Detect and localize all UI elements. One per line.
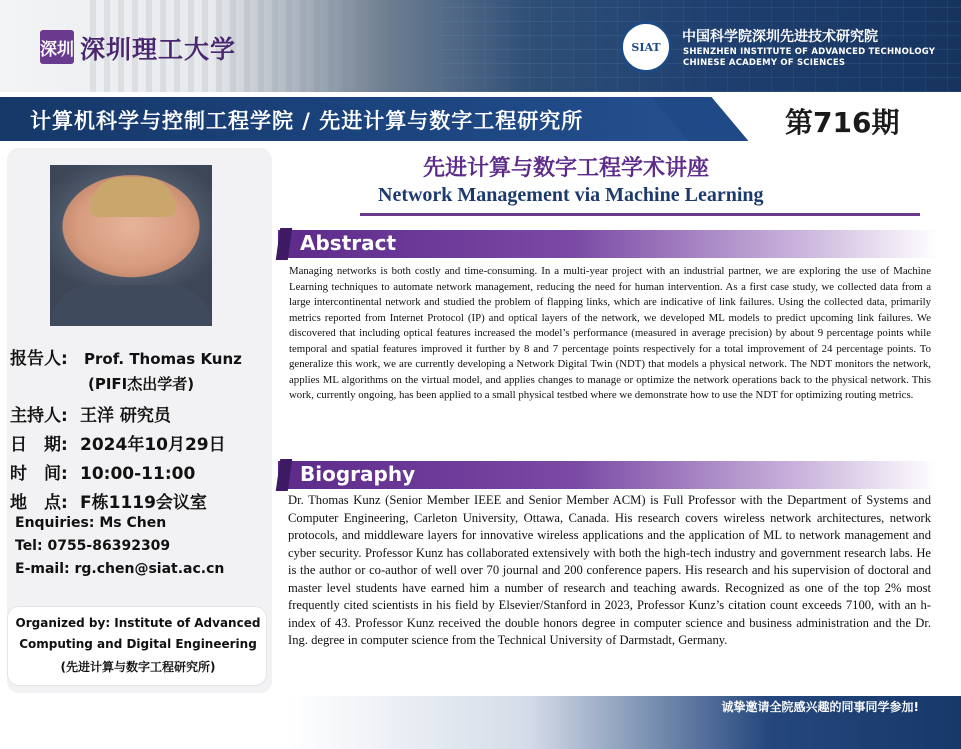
abstract-header [278,230,938,258]
organizer-line-2: Computing and Digital Engineering [19,637,257,651]
circuit-background [441,0,961,92]
telephone: Tel: 0755-86392309 [15,538,171,554]
university-logo-icon: 深圳 [40,30,74,64]
abstract-text: Managing networks is both costly and time-consuming. In a multi-year project with an industrial partner, we are exploring the use of Machine Learning techniques to automate network management, reducing the need for human intervention. As a first case study, we collected data from a large intercontinental network and studied the problem of flapping links, which are indicative of link failures. Using the collected data, primarily metrics reported from Internet Protocol (IP) and optical layers of the network, we developed ML models to predict upcoming link failures. We discovered that including optical features increased the model’s performance (measured in average precision) by about 9 percentage points while temporal and spatial features improved it further by 8 and 7 percentage points respectively for a total improvement of 24 percentage points. To generalize this work, we are currently developing a Network Digital Twin (NDT) that models a physical network. The NDT monitors the network, applies ML algorithms on the virtual model, and applies changes to manage or optimize the network operations back to the physical network. This work, currently ongoing, has been applied to a small physical testbed where we demonstrate how to use the NDT for optimizing routing metrics. [289,265,931,401]
issue-number: 第716期 [785,106,900,139]
time-row [10,459,195,484]
time-label: 时 间: [10,464,68,484]
talk-title: Network Management via Machine Learning [378,184,764,206]
siat-name-en-line1: SHENZHEN INSTITUTE OF ADVANCED TECHNOLOGY [683,47,936,57]
email: E-mail: rg.chen@siat.ac.cn [15,561,225,577]
location-label: 地 点: [10,493,68,513]
speaker-hair [90,177,176,217]
university-name: 深圳理工大学 [80,35,237,64]
speaker-shirt [50,285,212,326]
organizer-line-1: Organized by: Institute of Advanced [15,616,261,630]
host-row [10,401,171,426]
speaker-name: Prof. Thomas Kunz [84,350,242,368]
siat-logo-icon: SIAT [620,21,672,73]
organizer-box [7,606,267,686]
time-value: 10:00-11:00 [80,464,196,484]
enquiries: Enquiries: Ms Chen [15,515,167,531]
host-value: 王洋 研究员 [80,406,171,426]
organizer-line-3: (先进计算与数字工程研究所) [60,660,216,674]
speaker-photo [50,165,212,326]
title-divider [360,213,920,216]
date-label: 日 期: [10,435,68,455]
location-value: F栋1119会议室 [80,493,207,513]
speaker-title: (PIFI杰出学者) [88,375,195,393]
abstract-heading: Abstract [300,231,397,255]
abstract-header-tab [276,228,292,260]
location-row [10,488,207,513]
school-band-edge [652,97,749,141]
siat-name-cn: 中国科学院深圳先进技术研究院 [682,29,878,45]
biography-heading: Biography [300,462,416,486]
footer-invitation: 诚挚邀请全院感兴趣的同事同学参加! [721,700,919,714]
lecture-series-title: 先进计算与数字工程学术讲座 [423,156,710,181]
biography-header [278,461,938,489]
speaker-row [10,344,242,369]
school-band [0,97,700,141]
host-label: 主持人: [10,406,68,426]
speaker-label: 报告人: [10,349,68,369]
biography-text: Dr. Thomas Kunz (Senior Member IEEE and Senior Member ACM) is Full Professor with the Department of Systems and Computer Engineering, Carleton University, Ottawa, Canada. His research covers wireless network architectures, network protocols, and middleware layers for innovative wireless applications and the application of ML to network management and cyber security. Professor Kunz has collaborated extensively with both the high-tech industry and government research labs. He is the author or co-author of well over 70 journal and 200 conference papers. His research and his supervision of doctoral and master level students have earned him a number of research and teaching awards. Recognized as one of the top 2% most frequently cited scientists in his field by Elsevier/Stanford in 2023, Professor Kunz’s citation count exceeds 7100, with an h-index of 43. Professor Kunz received the double honors degree in computer science and business administration and the Dr. Ing. degree in computer science from the Technical University of Darmstadt, Germany. [288,493,931,647]
school-band-text: 计算机科学与控制工程学院 / 先进计算与数字工程研究所 [30,109,584,133]
date-row [10,430,226,455]
biography-header-tab [276,459,292,491]
date-value: 2024年10月29日 [80,435,226,455]
siat-name-en-line2: CHINESE ACADEMY OF SCIENCES [683,58,846,68]
